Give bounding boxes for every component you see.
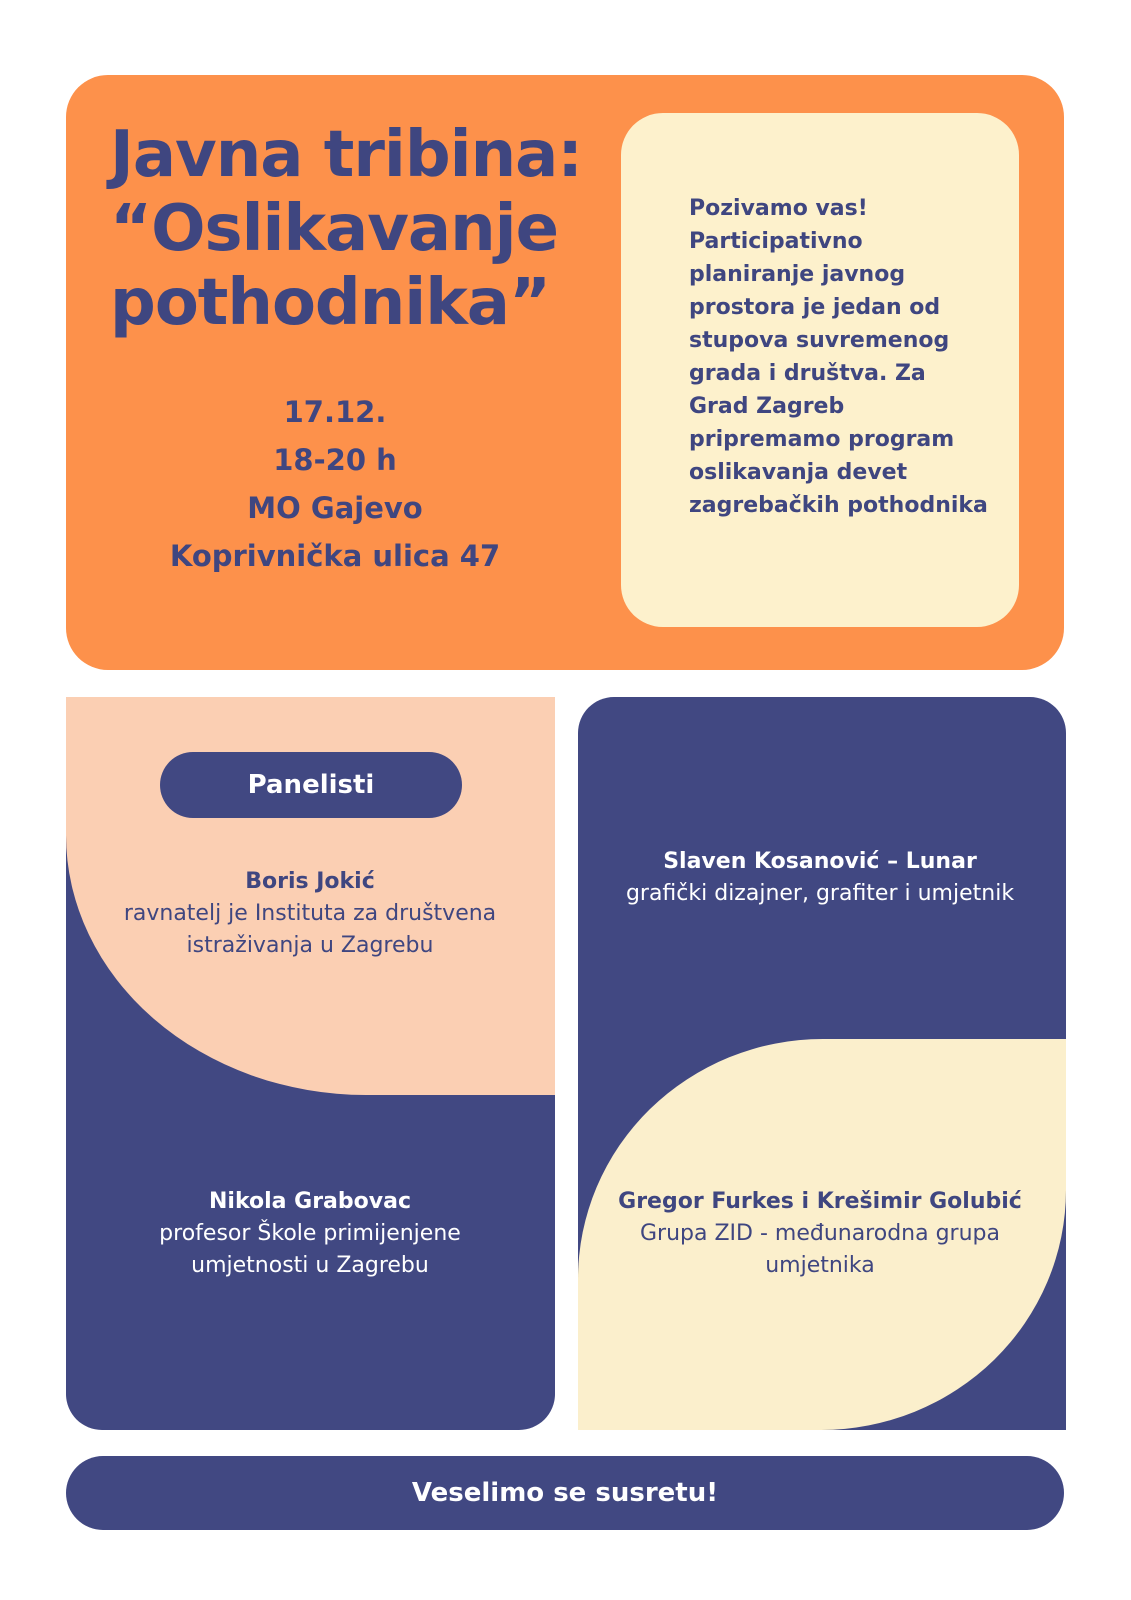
closing-banner: Veselimo se susretu! bbox=[66, 1456, 1064, 1530]
panelist-slaven-kosanovic bbox=[600, 846, 1040, 910]
event-details bbox=[110, 388, 560, 580]
panelist-role: grafički dizajner, grafiter i umjetnik bbox=[625, 881, 1015, 906]
title-line: “Oslikavanje bbox=[110, 192, 558, 266]
invitation-text: Pozivamo vas! Participativno planiranje javnog prostora je jedan od stupova suvremenog grada i društva. Za Grad Zagreb pripremamo program oslikavanja devet zagrebačkih pothodnika bbox=[689, 196, 988, 518]
event-address: Koprivnička ulica 47 bbox=[169, 539, 501, 573]
panelist-name: Boris Jokić bbox=[245, 869, 375, 894]
title-line: pothodnika” bbox=[110, 266, 551, 340]
panelist-role: profesor Škole primijenjene umjetnosti u Zagrebu bbox=[159, 1221, 461, 1278]
panelist-role: ravnatelj je Instituta za društvena istraživanja u Zagrebu bbox=[123, 901, 497, 958]
panel-right bbox=[578, 697, 1066, 1430]
title-line: Javna tribina: bbox=[110, 118, 582, 192]
panelist-name: Gregor Furkes i Krešimir Golubić bbox=[618, 1189, 1022, 1214]
panelist-boris-jokic bbox=[110, 866, 510, 962]
event-date: 17.12. bbox=[283, 395, 387, 429]
event-title bbox=[110, 118, 610, 340]
panelist-name: Nikola Grabovac bbox=[209, 1189, 411, 1214]
panelist-nikola-grabovac bbox=[110, 1186, 510, 1282]
event-venue: MO Gajevo bbox=[247, 491, 423, 525]
event-time: 18-20 h bbox=[273, 443, 397, 477]
panelists-label: Panelisti bbox=[160, 752, 462, 818]
panelist-grupa-zid bbox=[600, 1186, 1040, 1282]
panelist-name: Slaven Kosanović – Lunar bbox=[663, 849, 977, 874]
panelist-role: Grupa ZID - međunarodna grupa umjetnika bbox=[639, 1221, 1000, 1278]
